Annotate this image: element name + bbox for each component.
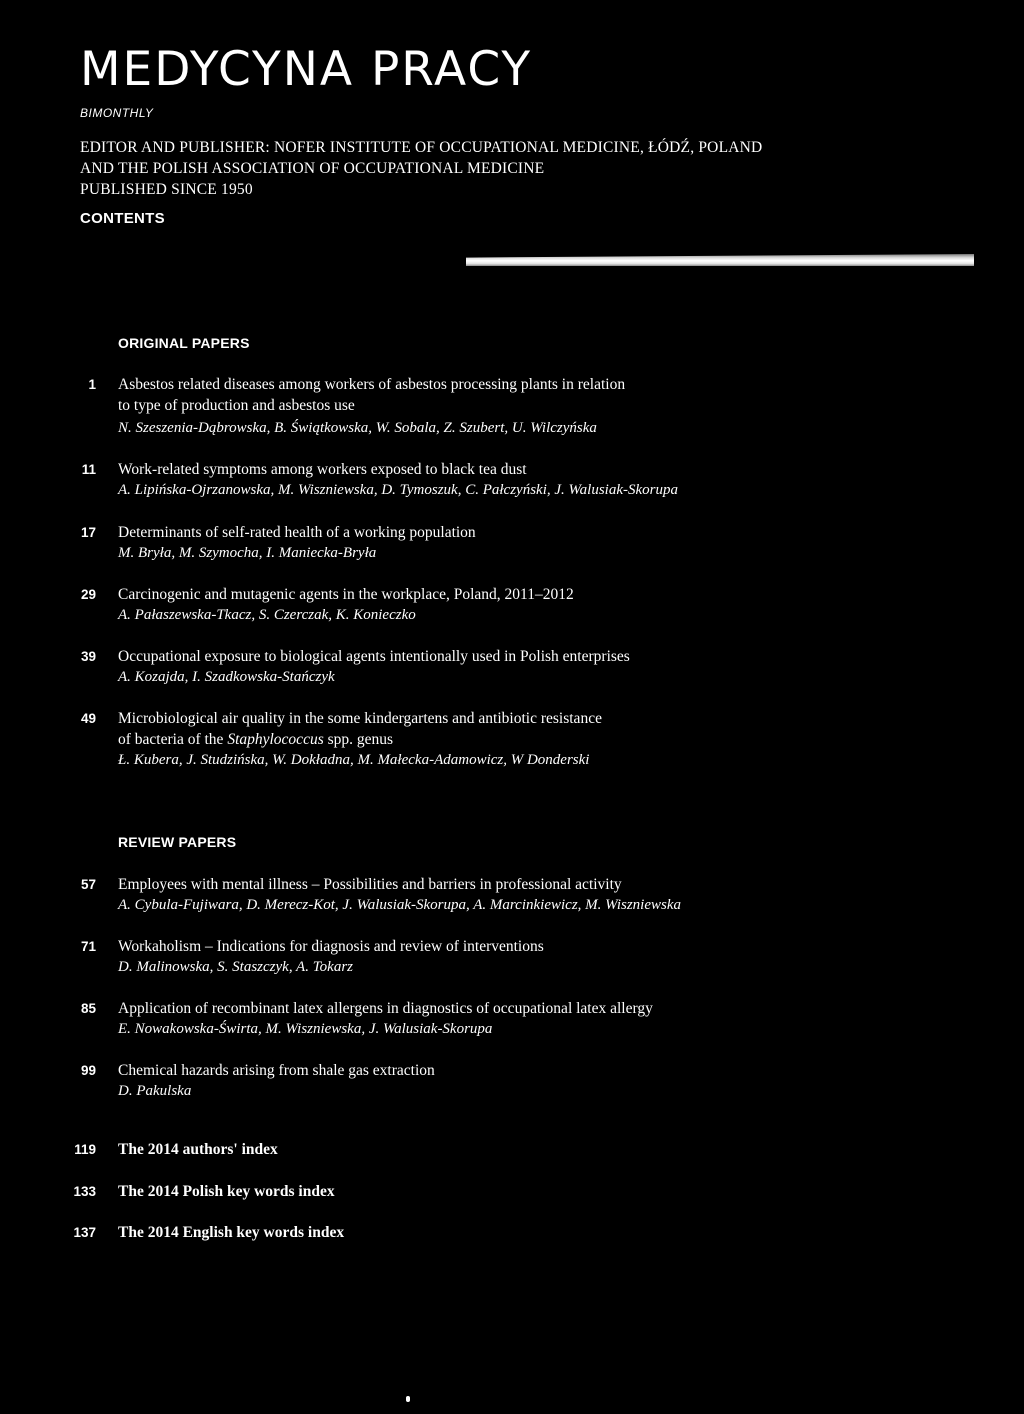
article-title-line: to type of production and asbestos use xyxy=(118,397,355,414)
article-title-line: Workaholism – Indications for diagnosis and review of interventions xyxy=(118,938,544,955)
index-title: The 2014 Polish key words index xyxy=(118,1183,335,1200)
article-title-line: of bacteria of the Staphylococcus spp. genus xyxy=(118,731,394,748)
article-title-line: Application of recombinant latex allergens in diagnostics of occupational latex allergy xyxy=(118,1000,653,1017)
publication-frequency: BIMONTHLY xyxy=(80,106,154,120)
scan-speck xyxy=(406,1396,410,1402)
publisher-line: EDITOR AND PUBLISHER: NOFER INSTITUTE OF OCCUPATIONAL MEDICINE, ŁÓDŹ, POLAND xyxy=(80,139,763,156)
article-authors: A. Cybula-Fujiwara, D. Merecz-Kot, J. Walusiak-Skorupa, A. Marcinkiewicz, M. Wiszniewska xyxy=(118,897,681,913)
genus-name: Staphylococcus xyxy=(227,731,324,748)
journal-title: MEDYCYNA PRACY xyxy=(80,42,533,97)
page-number: 11 xyxy=(81,462,96,477)
article-title-line: Asbestos related diseases among workers of asbestos processing plants in relation xyxy=(118,376,626,393)
article-authors: M. Bryła, M. Szymocha, I. Maniecka-Bryła xyxy=(118,545,377,561)
page-number: 119 xyxy=(74,1142,96,1157)
article-authors: A. Lipińska-Ojrzanowska, M. Wiszniewska, D. Tymoszuk, C. Pałczyński, J. Walusiak-Skorupa xyxy=(118,482,678,498)
page-number: 57 xyxy=(80,877,96,892)
decorative-rule xyxy=(466,254,974,266)
article-title-line: Work-related symptoms among workers exposed to black tea dust xyxy=(118,461,527,478)
index-title: The 2014 English key words index xyxy=(118,1224,345,1241)
publisher-line: PUBLISHED SINCE 1950 xyxy=(80,181,253,198)
article-authors: D. Pakulska xyxy=(118,1083,192,1099)
article-authors: A. Pałaszewska-Tkacz, S. Czerczak, K. Konieczko xyxy=(118,607,416,623)
article-title-line: Determinants of self-rated health of a working population xyxy=(118,524,476,541)
article-title-line: Chemical hazards arising from shale gas extraction xyxy=(118,1062,435,1079)
article-title-line: Occupational exposure to biological agents intentionally used in Polish enterprises xyxy=(118,648,630,665)
page-number: 1 xyxy=(88,377,96,392)
article-authors: D. Malinowska, S. Staszczyk, A. Tokarz xyxy=(118,959,354,975)
page-number: 17 xyxy=(80,525,96,540)
contents-heading: CONTENTS xyxy=(80,210,165,227)
page-number: 85 xyxy=(80,1001,96,1016)
article-authors: E. Nowakowska-Świrta, M. Wiszniewska, J. Walusiak-Skorupa xyxy=(118,1021,493,1037)
page-number: 99 xyxy=(80,1063,96,1078)
section-heading-original-papers: ORIGINAL PAPERS xyxy=(118,335,250,351)
page-number: 71 xyxy=(80,939,96,954)
article-title-line: Microbiological air quality in the some kindergartens and antibiotic resistance xyxy=(118,710,602,727)
page-number: 49 xyxy=(80,711,96,726)
article-title-line: Employees with mental illness – Possibilities and barriers in professional activity xyxy=(118,876,622,893)
page-number: 39 xyxy=(80,649,96,664)
section-heading-review-papers: REVIEW PAPERS xyxy=(118,834,237,850)
publisher-info xyxy=(80,137,762,200)
article-authors: Ł. Kubera, J. Studzińska, W. Dokładna, M. Małecka-Adamowicz, W Donderski xyxy=(118,752,590,768)
page-number: 133 xyxy=(73,1184,96,1199)
article-title-line: Carcinogenic and mutagenic agents in the workplace, Poland, 2011–2012 xyxy=(118,586,574,603)
article-authors: N. Szeszenia-Dąbrowska, B. Świątkowska, W. Sobala, Z. Szubert, U. Wilczyńska xyxy=(118,420,597,436)
index-title: The 2014 authors' index xyxy=(118,1141,278,1158)
page-number: 137 xyxy=(73,1225,96,1240)
publisher-line: AND THE POLISH ASSOCIATION OF OCCUPATIONAL MEDICINE xyxy=(80,160,545,177)
article-authors: A. Kozajda, I. Szadkowska-Stańczyk xyxy=(118,669,335,685)
page-number: 29 xyxy=(80,587,96,602)
